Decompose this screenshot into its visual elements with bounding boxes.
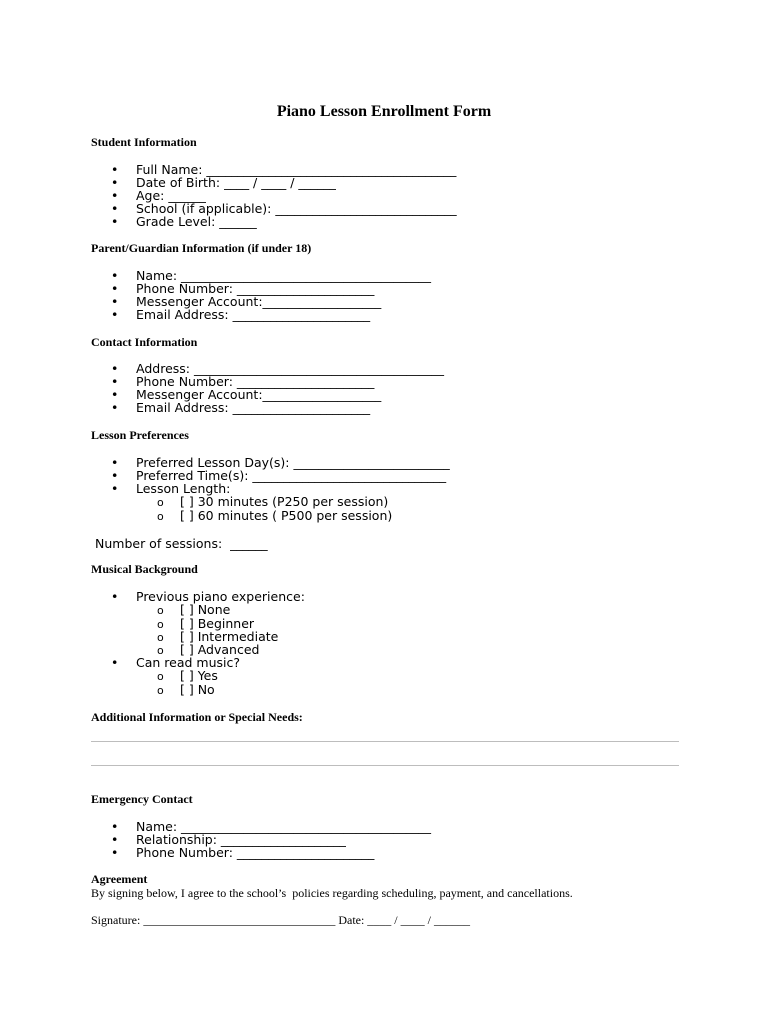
emergency-name-field[interactable]: • Name: ________________________________________ — [111, 819, 432, 834]
bullet: • — [111, 281, 119, 296]
bullet: • — [111, 387, 119, 402]
sub-bullet: o — [157, 644, 164, 657]
sub-bullet: o — [157, 631, 164, 644]
signature-date-field[interactable]: Signature: ________________________________ Date: ____ / ____ / ______ — [91, 913, 470, 927]
experience-none-option[interactable]: o [ ] None — [157, 602, 231, 617]
bullet: • — [111, 455, 119, 470]
lesson-preferences-heading: Lesson Preferences — [91, 428, 189, 442]
bullet: • — [111, 162, 119, 177]
bullet: • — [111, 655, 119, 670]
parent-email-field[interactable]: • Email Address: ______________________ — [111, 307, 371, 322]
emergency-phone-field[interactable]: • Phone Number: ______________________ — [111, 845, 375, 860]
parent-info-heading: Parent/Guardian Information (if under 18) — [91, 241, 312, 255]
bullet: • — [111, 832, 119, 847]
date-of-birth-field[interactable]: • Date of Birth: ____ / ____ / ______ — [111, 175, 336, 190]
full-name-field[interactable]: • Full Name: ________________________________________ — [111, 162, 457, 177]
experience-intermediate-option[interactable]: o [ ] Intermediate — [157, 629, 279, 644]
bullet: • — [111, 468, 119, 483]
age-field[interactable]: • Age: ______ — [111, 188, 206, 203]
bullet: • — [111, 294, 119, 309]
agreement-heading: Agreement — [91, 872, 148, 886]
bullet: • — [111, 845, 119, 860]
contact-phone-field[interactable]: • Phone Number: ______________________ — [111, 374, 375, 389]
sub-bullet: o — [157, 670, 164, 683]
read-music-label: • Can read music? — [111, 655, 240, 670]
parent-phone-field[interactable]: • Phone Number: ______________________ — [111, 281, 375, 296]
bullet: • — [111, 589, 119, 604]
contact-messenger-field[interactable]: • Messenger Account:___________________ — [111, 387, 382, 402]
number-of-sessions-field[interactable]: Number of sessions: ______ — [95, 536, 268, 551]
musical-background-heading: Musical Background — [91, 562, 198, 576]
address-field[interactable]: • Address: ________________________________________ — [111, 361, 444, 376]
bullet: • — [111, 188, 119, 203]
experience-beginner-option[interactable]: o [ ] Beginner — [157, 616, 255, 631]
additional-info-heading: Additional Information or Special Needs: — [91, 710, 303, 724]
grade-level-field[interactable]: • Grade Level: ______ — [111, 214, 257, 229]
bullet: • — [111, 819, 119, 834]
bullet: • — [111, 268, 119, 283]
read-music-yes-option[interactable]: o [ ] Yes — [157, 668, 218, 683]
sub-bullet: o — [157, 618, 164, 631]
lesson-length-label: • Lesson Length: — [111, 481, 231, 496]
experience-advanced-option[interactable]: o [ ] Advanced — [157, 642, 260, 657]
parent-messenger-field[interactable]: • Messenger Account:___________________ — [111, 294, 382, 309]
preferred-time-field[interactable]: • Preferred Time(s): _______________________________ — [111, 468, 447, 483]
additional-info-line-1[interactable] — [91, 741, 679, 742]
bullet: • — [111, 214, 119, 229]
bullet: • — [111, 374, 119, 389]
page-title: Piano Lesson Enrollment Form — [276, 103, 492, 120]
student-info-heading: Student Information — [91, 135, 197, 149]
emergency-contact-heading: Emergency Contact — [91, 792, 193, 806]
bullet: • — [111, 400, 119, 415]
bullet: • — [111, 481, 119, 496]
option-60-minutes[interactable]: o [ ] 60 minutes ( P500 per session) — [157, 508, 393, 523]
additional-info-line-2[interactable] — [91, 765, 679, 766]
preferred-day-field[interactable]: • Preferred Lesson Day(s): _________________________ — [111, 455, 450, 470]
agreement-text: By signing below, I agree to the school’s policies regarding scheduling, payment, and cancellations. — [91, 886, 573, 900]
parent-name-field[interactable]: • Name: ________________________________________ — [111, 268, 432, 283]
bullet: • — [111, 201, 119, 216]
contact-email-field[interactable]: • Email Address: ______________________ — [111, 400, 371, 415]
emergency-relationship-field[interactable]: • Relationship: ____________________ — [111, 832, 346, 847]
contact-info-heading: Contact Information — [91, 335, 198, 349]
sub-bullet: o — [157, 496, 164, 509]
bullet: • — [111, 361, 119, 376]
sub-bullet: o — [157, 684, 164, 697]
sub-bullet: o — [157, 510, 164, 523]
bullet: • — [111, 307, 119, 322]
sub-bullet: o — [157, 604, 164, 617]
bullet: • — [111, 175, 119, 190]
experience-label: • Previous piano experience: — [111, 589, 305, 604]
option-30-minutes[interactable]: o [ ] 30 minutes (P250 per session) — [157, 494, 389, 509]
school-field[interactable]: • School (if applicable): _____________________________ — [111, 201, 457, 216]
read-music-no-option[interactable]: o [ ] No — [157, 682, 215, 697]
